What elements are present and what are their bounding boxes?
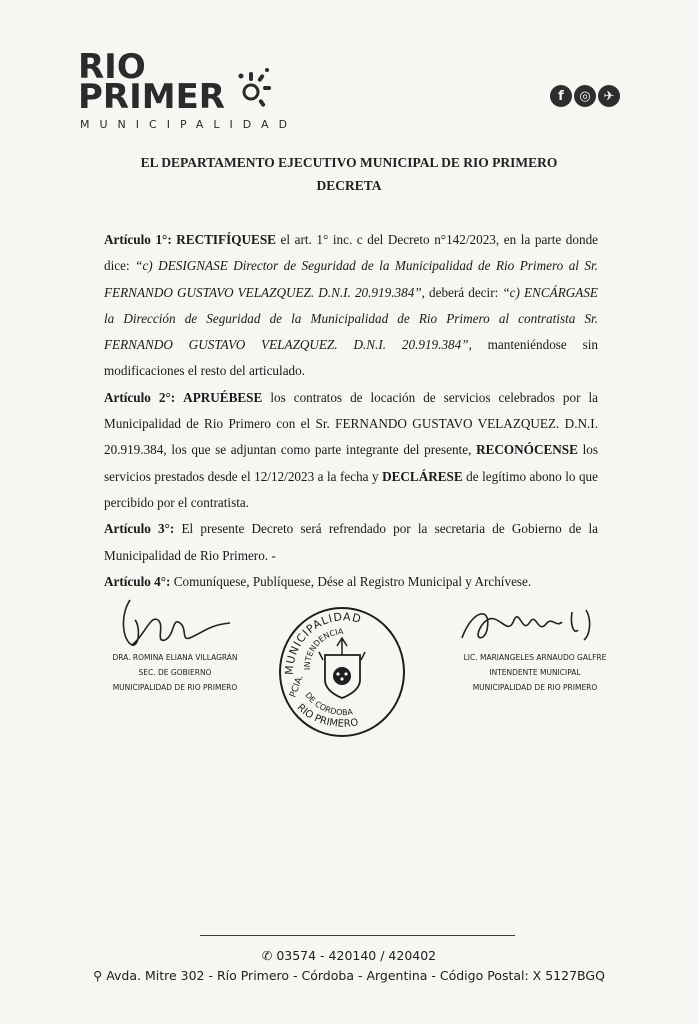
sun-icon	[233, 66, 273, 110]
article-4	[104, 569, 598, 595]
seal-top-text: MUNICIPALIDAD	[282, 610, 364, 676]
twitter-icon: ✈	[598, 85, 620, 107]
article-2-verb-2: RECONÓCENSE	[476, 442, 578, 458]
right-signatory-name: LIC. MARIANGELES ARNAUDO GALFRE	[463, 653, 607, 662]
municipal-seal	[275, 600, 410, 740]
article-1	[104, 227, 598, 385]
article-4-label: Artículo 4°:	[104, 573, 171, 589]
location-pin-icon: ⚲	[93, 968, 103, 983]
left-signature-block	[100, 650, 250, 695]
seal-bottom-text-2: RIO PRIMERO	[294, 702, 360, 730]
right-signatory-role: INTENDENTE MUNICIPAL	[489, 668, 581, 677]
phone-icon: ✆	[261, 948, 273, 963]
logo-line-2: PRIMER	[78, 77, 225, 117]
article-1-text-3: , manteniéndose sin modificaciones el resto del articulado.	[104, 337, 598, 379]
article-1-quote-1: “c) DESIGNASE Director de Seguridad de la Municipalidad de Rio Primero al Sr. FERNANDO GUSTAVO VELAZQUEZ. D.N.I. 20.919.384”	[104, 258, 598, 300]
coat-of-arms-icon	[319, 638, 365, 698]
article-1-label: Artículo 1°:	[104, 232, 172, 247]
facebook-icon: f	[550, 85, 572, 107]
article-2-text-1: los contratos de locación de servicios celebrados por la Municipalidad de Rio Primero con el Sr. FERNANDO GUSTAVO VELAZQUEZ. D.N.I. 20.919.384, los que se adjuntan como parte integrante del presente,	[104, 389, 599, 458]
article-1-text-1: el art. 1° inc. c del Decreto n°142/2023, en la parte donde dice:	[104, 232, 599, 274]
seal-inner-text: INTENDENCIA	[302, 626, 344, 671]
logo-subtitle: MUNICIPALIDAD	[80, 118, 298, 131]
instagram-icon: ◎	[574, 85, 596, 107]
article-1-quote-2: “c) ENCÁRGASE la Dirección de Seguridad de la Municipalidad de Rio Primero al contratista Sr. FERNANDO GUSTAVO VELAZQUEZ. D.N.I. 20.919.384”	[104, 284, 598, 353]
right-signatory-org: MUNICIPALIDAD DE RIO PRIMERO	[472, 683, 598, 692]
article-3-label: Artículo 3°:	[104, 521, 175, 537]
footer-address-text: Avda. Mitre 302 - Río Primero - Córdoba - Argentina - Código Postal: X 5127BGQ	[106, 968, 605, 983]
left-signature-scribble	[110, 595, 240, 655]
right-signature-block	[450, 650, 620, 695]
logo-line-1: RIO	[78, 47, 146, 87]
article-2	[104, 385, 598, 516]
article-3	[104, 516, 598, 569]
article-1-text-2: , deberá decir:	[421, 284, 503, 300]
document-subheading: DECRETA	[316, 178, 382, 193]
article-2-text-2: los servicios prestados desde el 12/12/2023 a la fecha y	[104, 442, 598, 484]
article-3-text: El presente Decreto será refrendado por la secretaria de Gobierno de la Municipalidad de Rio Primero. -	[104, 521, 598, 563]
left-signatory-name: DRA. ROMINA ELIANA VILLAGRÁN	[112, 653, 238, 662]
left-signatory-org: MUNICIPALIDAD DE RIO PRIMERO	[112, 683, 238, 692]
seal-bottom-text-1: DE CORDOBA	[303, 690, 354, 718]
article-2-verb-1: APRUÉBESE	[183, 389, 263, 405]
municipal-logo	[78, 47, 298, 131]
right-signature-scribble	[452, 600, 602, 650]
footer-phone-number: 03574 - 420140 / 420402	[276, 948, 437, 963]
article-2-label: Artículo 2°:	[104, 389, 176, 405]
footer-divider	[200, 935, 515, 936]
article-4-text: Comuníquese, Publíquese, Dése al Registro Municipal y Archívese.	[170, 573, 532, 589]
footer-address	[0, 968, 698, 983]
article-2-text-3: de legítimo abono lo que percibido por el contratista.	[104, 468, 598, 510]
footer-phone	[0, 948, 698, 963]
article-2-verb-3: DECLÁRESE	[382, 468, 463, 484]
article-1-verb: RECTIFÍQUESE	[176, 232, 276, 247]
seal-left-text: PCIA.	[288, 673, 306, 700]
document-heading: EL DEPARTAMENTO EJECUTIVO MUNICIPAL DE RIO PRIMERO	[140, 155, 558, 170]
document-body	[104, 227, 598, 595]
social-icons	[550, 85, 620, 107]
left-signatory-role: SEC. DE GOBIERNO	[138, 668, 212, 677]
